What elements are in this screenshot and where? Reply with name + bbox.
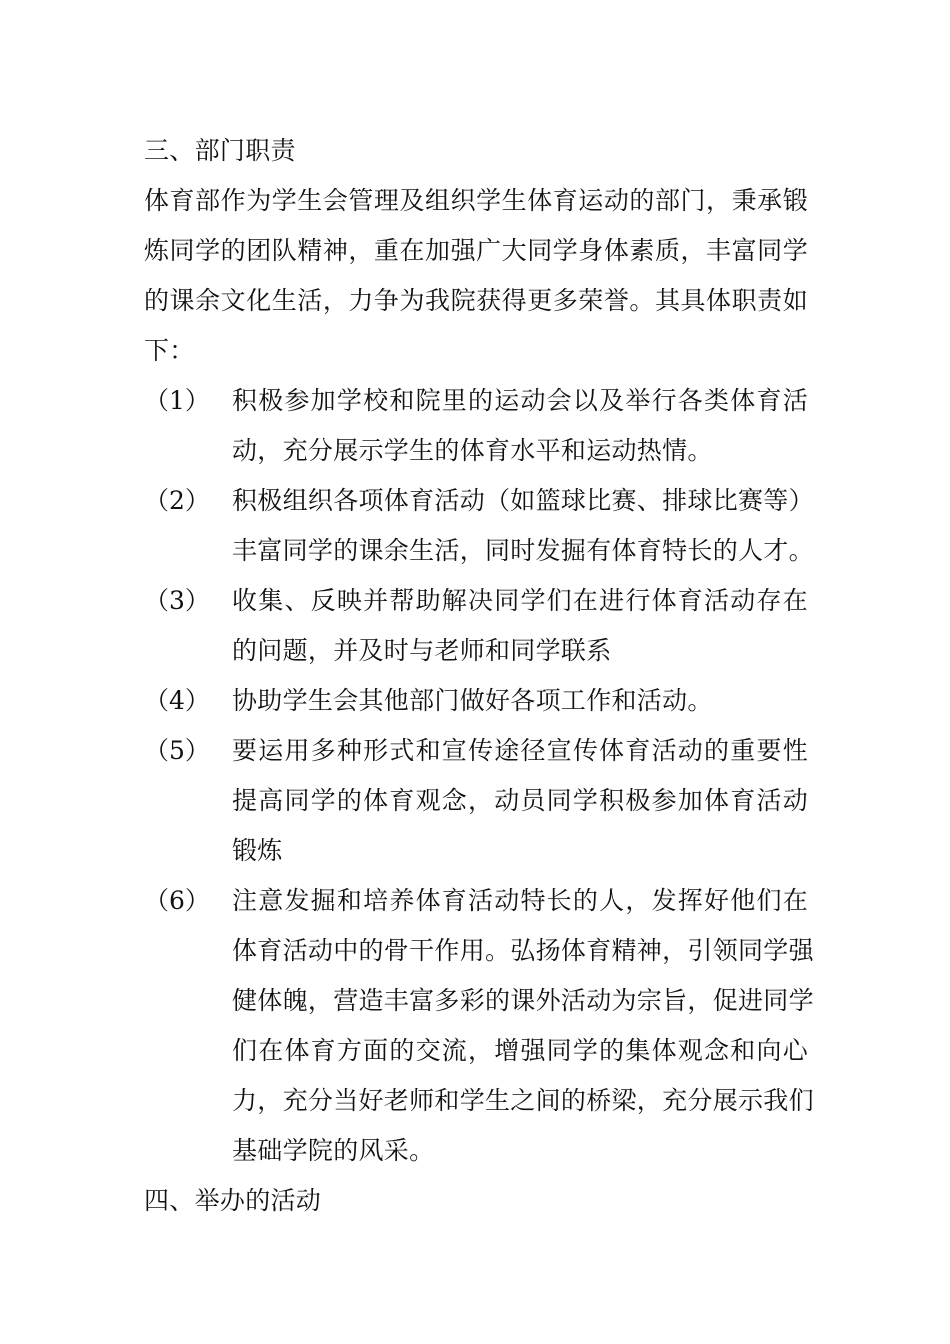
duty-item-line: 协助学生会其他部门做好各项工作和活动。 [232, 686, 713, 715]
duty-item-1 [144, 376, 808, 476]
duty-item-line: 的问题，并及时与老师和同学联系 [232, 636, 612, 665]
duty-item-text [232, 676, 808, 726]
duty-item-text [232, 876, 814, 1176]
duty-item-number: （6） [144, 886, 210, 915]
duty-item-text [232, 576, 808, 676]
duty-item-number: （4） [144, 686, 210, 715]
intro-paragraph [144, 176, 808, 376]
section-heading-duties: 三、部门职责 [144, 136, 296, 165]
intro-line: 体育部作为学生会管理及组织学生体育运动的部门，秉承锻 [144, 186, 808, 215]
duty-item-line: 基础学院的风采。 [232, 1136, 435, 1165]
duty-item-line: 健体魄，营造丰富多彩的课外活动为宗旨，促进同学 [232, 986, 814, 1015]
duty-item-line: 锻炼 [232, 836, 283, 865]
duty-item-text [232, 476, 814, 576]
duty-item-text [232, 376, 808, 476]
duty-item-3 [144, 576, 808, 676]
duty-item-line: 提高同学的体育观念，动员同学积极参加体育活动 [232, 786, 808, 815]
duty-item-2 [144, 476, 814, 576]
intro-line: 下： [144, 336, 195, 365]
duty-item-line: 积极参加学校和院里的运动会以及举行各类体育活 [232, 386, 808, 415]
duty-item-line: 力，充分当好老师和学生之间的桥梁，充分展示我们 [232, 1086, 814, 1115]
duty-item-line: 体育活动中的骨干作用。弘扬体育精神，引领同学强 [232, 936, 814, 965]
duty-item-text [232, 726, 808, 876]
duty-item-6 [144, 876, 814, 1176]
duty-item-number: （5） [144, 736, 210, 765]
document-page [144, 126, 814, 1226]
duty-item-number: （2） [144, 486, 210, 515]
intro-line: 炼同学的团队精神，重在加强广大同学身体素质，丰富同学 [144, 236, 808, 265]
duty-item-line: 动，充分展示学生的体育水平和运动热情。 [232, 436, 713, 465]
duty-item-number: （3） [144, 586, 210, 615]
duty-item-line: 收集、反映并帮助解决同学们在进行体育活动存在 [232, 586, 808, 615]
duty-item-line: 要运用多种形式和宣传途径宣传体育活动的重要性 [232, 736, 808, 765]
duty-item-line: 注意发掘和培养体育活动特长的人，发挥好他们在 [232, 886, 808, 915]
duty-item-5 [144, 726, 808, 876]
section-heading-activities: 四、举办的活动 [144, 1186, 322, 1215]
intro-line: 的课余文化生活，力争为我院获得更多荣誉。其具体职责如 [144, 286, 808, 315]
duty-item-4 [144, 676, 808, 726]
duty-item-line: 积极组织各项体育活动（如篮球比赛、排球比赛等） [232, 486, 814, 515]
duty-item-line: 丰富同学的课余生活，同时发掘有体育特长的人才。 [232, 536, 814, 565]
duty-item-line: 们在体育方面的交流，增强同学的集体观念和向心 [232, 1036, 808, 1065]
duty-item-number: （1） [144, 386, 210, 415]
